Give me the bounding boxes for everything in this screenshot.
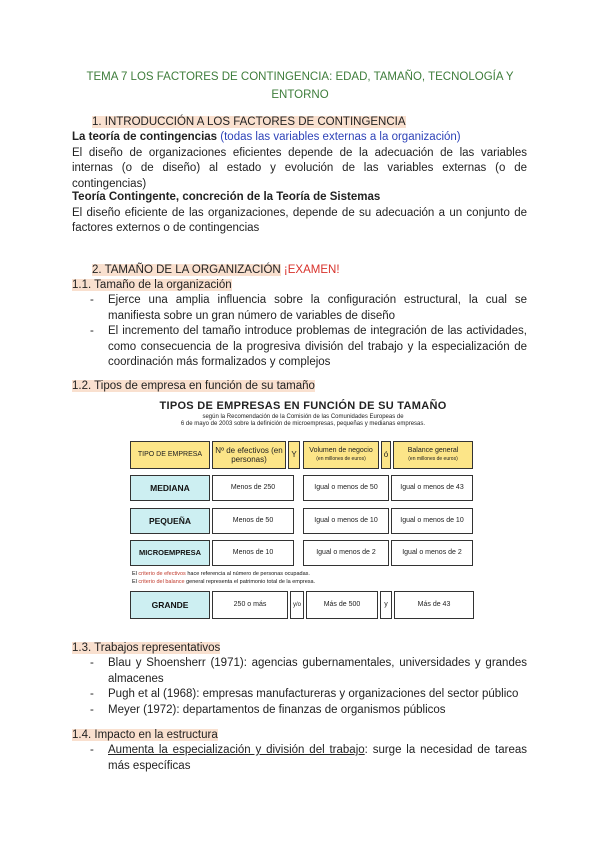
header-y: Y <box>288 441 300 469</box>
cell-balance: Igual o menos de 10 <box>391 508 473 534</box>
cell-volumen: Igual o menos de 10 <box>303 508 389 534</box>
figure-title: TIPOS DE EMPRESAS EN FUNCIÓN DE SU TAMAÑO <box>159 400 447 412</box>
list-item: - Pugh et al (1968): empresas manufactureras y organizaciones del sector público <box>90 688 519 700</box>
section-2-heading: 2. TAMAÑO DE LA ORGANIZACIÓN ¡EXAMEN! <box>92 264 340 276</box>
document-title: TEMA 7 LOS FACTORES DE CONTINGENCIA: EDAD, TAMAÑO, TECNOLOGÍA Y ENTORNO <box>86 71 514 101</box>
figure-note-2: El criterio del balance general representa el patrimonio total de la empresa. <box>132 579 316 585</box>
cell-balance: Más de 43 <box>394 591 474 619</box>
subsection-1-3-list <box>90 656 527 718</box>
header-efectivos: Nº de efectivos (en personas) <box>212 441 286 469</box>
row-tipo-pequena: PEQUEÑA <box>130 508 210 534</box>
subsection-1-4-list <box>90 743 527 774</box>
cell-volumen: Igual o menos de 2 <box>303 540 389 566</box>
header-balance: Balance general (en millones de euros) <box>393 441 473 469</box>
cell-efectivos: Menos de 250 <box>212 475 294 501</box>
figure-subtitle-1: según la Recomendación de la Comisión de las Comunidades Europeas de <box>202 414 404 420</box>
list-item: - Meyer (1972): departamentos de finanzas de organismos públicos <box>90 703 446 716</box>
list-item: - Ejerce una amplia influencia sobre la configuración estructural, la cual se manifiesta sobre un gran número de variables de diseño <box>90 294 527 322</box>
cell-balance: Igual o menos de 2 <box>391 540 473 566</box>
list-item: - El incremento del tamaño introduce problemas de integración de las actividades, como consecuencia de la progresiva división del trabajo y la especialización de coordinación más formalizados y complejos <box>90 325 527 368</box>
row-tipo-grande: GRANDE <box>130 591 210 619</box>
figure-subtitle-2: 6 de mayo de 2003 sobre la definición de microempresas, pequeñas y medianas empresas. <box>180 421 426 427</box>
cell-efectivos: Menos de 10 <box>212 540 294 566</box>
cell-volumen: Igual o menos de 50 <box>303 475 389 501</box>
list-item: - Aumenta la especialización y división del trabajo: surge la necesidad de tareas más específicas <box>90 744 527 772</box>
company-size-figure <box>128 396 478 626</box>
subsection-1-3-heading: 1.3. Trabajos representativos <box>72 642 221 654</box>
subsection-1-4-heading: 1.4. Impacto en la estructura <box>72 729 218 741</box>
subsection-1-1-heading: 1.1. Tamaño de la organización <box>72 279 232 291</box>
header-volumen: Volumen de negocio (en millones de euros) <box>303 441 379 469</box>
section-1-heading: 1. INTRODUCCIÓN A LOS FACTORES DE CONTINGENCIA <box>92 116 406 128</box>
paragraph-teoria-contingencias: La teoría de contingencias (todas las variables externas a la organización) El diseño de organizaciones eficientes depende de la adecuación de las variables internas (o de diseño) al estado y evolución de las variables externas (o de contingencias) <box>72 131 527 190</box>
cell-balance: Igual o menos de 43 <box>391 475 473 501</box>
header-o: ó <box>381 441 391 469</box>
cell-y: y <box>380 591 392 619</box>
row-tipo-mediana: MEDIANA <box>130 475 210 501</box>
paragraph-teoria-contingente: Teoría Contingente, concreción de la Teoría de Sistemas El diseño eficiente de las organizaciones, depende de su adecuación a un conjunto de factores externos o de contingencias <box>72 191 527 234</box>
list-item: - Blau y Shoensherr (1971): agencias gubernamentales, universidades y grandes almacenes <box>90 657 527 685</box>
subsection-1-1-list <box>90 293 527 371</box>
cell-y-o: y/o <box>290 591 304 619</box>
cell-efectivos: 250 o más <box>212 591 288 619</box>
cell-volumen: Más de 500 <box>306 591 378 619</box>
subsection-1-2-heading: 1.2. Tipos de empresa en función de su tamaño <box>72 380 315 392</box>
cell-efectivos: Menos de 50 <box>212 508 294 534</box>
figure-note-1: El criterio de efectivos hace referencia al número de personas ocupadas. <box>132 571 310 577</box>
header-tipo-empresa: TIPO DE EMPRESA <box>130 441 210 469</box>
row-tipo-microempresa: MICROEMPRESA <box>130 540 210 566</box>
